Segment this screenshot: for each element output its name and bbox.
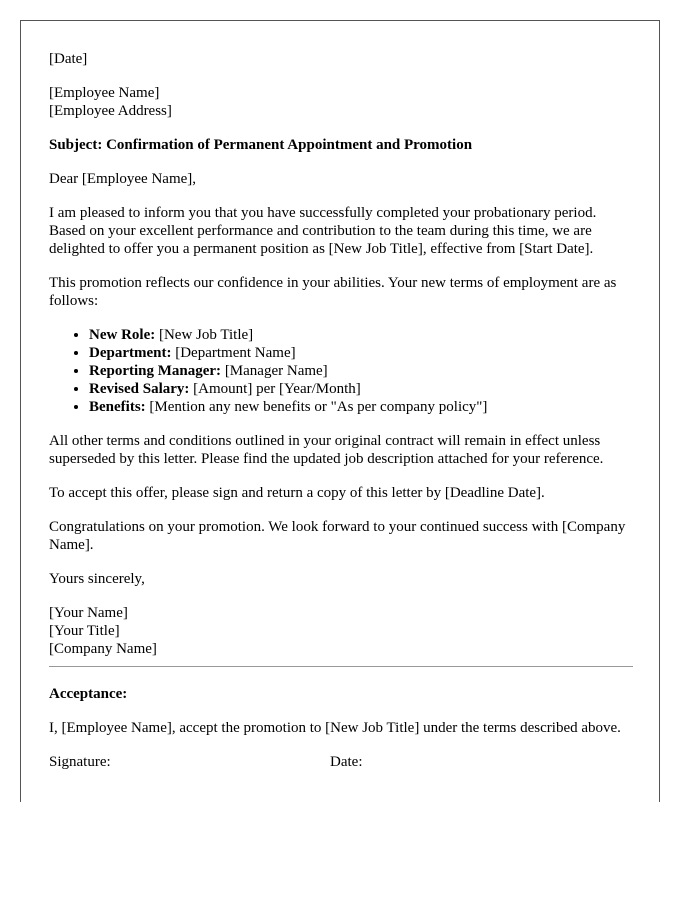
term-value: [Amount] per [Year/Month]	[189, 381, 361, 397]
recipient-name: [Employee Name]	[49, 85, 160, 101]
letter-page	[20, 20, 660, 802]
body-paragraph-5: Congratulations on your promotion. We look forward to your continued success with [Company Name].	[49, 519, 626, 553]
sender-title: [Your Title]	[49, 623, 120, 639]
date-label: Date:	[330, 754, 363, 770]
sender-name: [Your Name]	[49, 605, 128, 621]
term-label: Revised Salary:	[89, 381, 190, 397]
body-paragraph-1: I am pleased to inform you that you have successfully completed your probationary period. Based on your excellent performance and contribution to the team during this time, we are delighted to offer you a permanent position as [New Job Title], effective from [Start Date].	[49, 205, 597, 257]
acceptance-statement: I, [Employee Name], accept the promotion to [New Job Title] under the terms described above.	[49, 720, 621, 736]
body-paragraph-3: All other terms and conditions outlined in your original contract will remain in effect unless superseded by this letter. Please find the updated job description attached for your reference.	[49, 433, 604, 467]
acceptance-heading: Acceptance:	[49, 686, 128, 702]
signature-label: Signature:	[49, 754, 111, 770]
term-value: [New Job Title]	[155, 327, 254, 343]
letter-closing: Yours sincerely,	[49, 571, 145, 587]
letter-subject: Subject: Confirmation of Permanent Appointment and Promotion	[49, 137, 473, 153]
section-divider	[49, 666, 633, 667]
term-label: Department:	[89, 345, 172, 361]
term-value: [Manager Name]	[221, 363, 328, 379]
term-benefits	[89, 398, 633, 416]
body-paragraph-4: To accept this offer, please sign and return a copy of this letter by [Deadline Date].	[49, 485, 545, 501]
body-paragraph-2: This promotion reflects our confidence in your abilities. Your new terms of employment are as follows:	[49, 275, 617, 309]
letter-content	[49, 50, 633, 771]
terms-list	[49, 326, 633, 416]
term-value: [Mention any new benefits or "As per company policy"]	[145, 399, 488, 415]
term-label: Benefits:	[89, 399, 146, 415]
term-new-role	[89, 326, 633, 344]
term-value: [Department Name]	[171, 345, 296, 361]
recipient-address: [Employee Address]	[49, 103, 172, 119]
sender-company: [Company Name]	[49, 641, 157, 657]
signature-row	[49, 753, 633, 771]
term-revised-salary	[89, 380, 633, 398]
letter-date: [Date]	[49, 51, 88, 67]
term-reporting-manager	[89, 362, 633, 380]
term-label: Reporting Manager:	[89, 363, 222, 379]
term-department	[89, 344, 633, 362]
term-label: New Role:	[89, 327, 156, 343]
letter-salutation: Dear [Employee Name],	[49, 171, 197, 187]
